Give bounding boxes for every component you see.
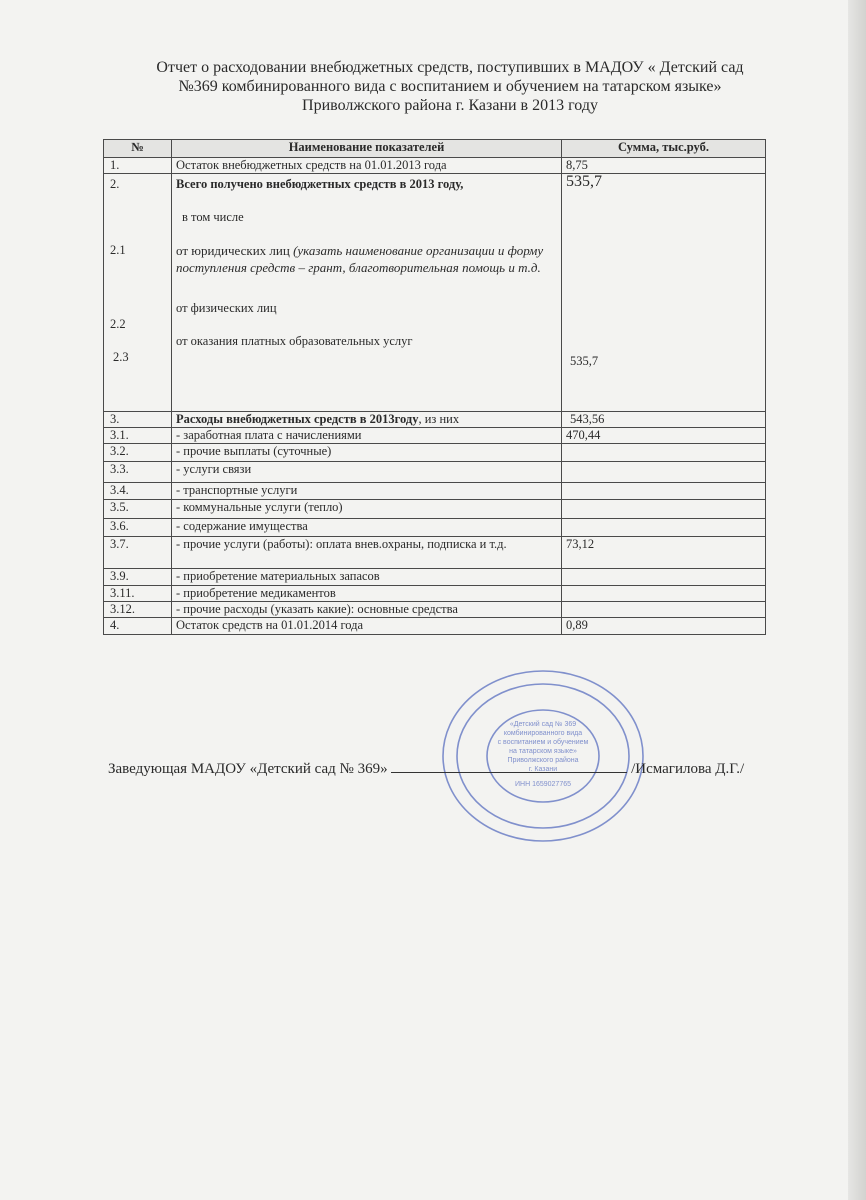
row-sum: 535,7 (566, 173, 602, 190)
table-row (104, 428, 766, 444)
title-line-2: №369 комбинированного вида с воспитанием и обучением на татарском языке» (178, 78, 722, 95)
row-sum (562, 519, 766, 537)
official-stamp (440, 668, 646, 844)
row-number: 2.1 (110, 243, 126, 257)
table-row (104, 462, 766, 483)
header-sum: Сумма, тыс.руб. (562, 140, 766, 158)
row-number: 4. (104, 618, 172, 635)
row-sum (562, 602, 766, 618)
row-sum: 543,56 (562, 412, 766, 428)
row-name (172, 412, 562, 428)
row-name: от физических лиц (176, 301, 277, 315)
signature-position: Заведующая МАДОУ «Детский сад № 369» (108, 761, 388, 777)
row-name-part: Расходы внебюджетных средств в 2013году (176, 412, 419, 426)
row-sum: 535,7 (570, 354, 599, 368)
row-name: от оказания платных образовательных услуг (176, 334, 413, 348)
stamp-line: комбинированного вида (503, 730, 583, 737)
table-header-row (104, 140, 766, 158)
row-number: 3.9. (104, 569, 172, 586)
stamp-line: «Детский сад № 369 (509, 721, 577, 728)
row-number-group (104, 174, 172, 412)
signature-name: /Исмагилова Д.Г./ (631, 761, 745, 777)
row-name: - коммунальные услуги (тепло) (172, 500, 562, 519)
table-row (104, 444, 766, 462)
stamp-line: Приволжского района (507, 757, 579, 764)
stamp-line: г. Казани (528, 766, 558, 773)
row-name (176, 242, 557, 276)
row-sum (562, 462, 766, 483)
row-name: - прочие выплаты (суточные) (172, 444, 562, 462)
stamp-line: на татарском языке» (509, 748, 577, 755)
row-number: 3.1. (104, 428, 172, 444)
signature-block (108, 760, 788, 778)
stamp-middle-ring (457, 684, 629, 828)
row-number: 2.3 (113, 350, 129, 364)
row-sum (562, 586, 766, 602)
row-number: 3.4. (104, 483, 172, 500)
header-name: Наименование показателей (172, 140, 562, 158)
row-name: - транспортные услуги (172, 483, 562, 500)
row-number: 3. (104, 412, 172, 428)
row-name: - услуги связи (172, 462, 562, 483)
row-name-group (172, 174, 562, 412)
table-row (104, 158, 766, 174)
table-row (104, 586, 766, 602)
row-name: - содержание имущества (172, 519, 562, 537)
row-sum: 470,44 (562, 428, 766, 444)
table-row (104, 412, 766, 428)
stamp-line: ИНН 1659027765 (514, 781, 572, 788)
title-line-3: Приволжского района г. Казани в 2013 году (302, 97, 598, 114)
row-sum (562, 483, 766, 500)
stamp-outer-ring (443, 671, 643, 841)
row-name: Остаток внебюджетных средств на 01.01.2013 года (172, 158, 562, 174)
table-row (104, 519, 766, 537)
table-row (104, 569, 766, 586)
table-row (104, 602, 766, 618)
row-sum (562, 444, 766, 462)
row-name: - приобретение материальных запасов (172, 569, 562, 586)
row-name: - заработная плата с начислениями (172, 428, 562, 444)
row-sum (562, 500, 766, 519)
row-sum-group (562, 174, 766, 412)
expense-report-table (103, 139, 766, 635)
table-row (104, 500, 766, 519)
row-sum: 0,89 (562, 618, 766, 635)
row-sum: 73,12 (562, 537, 766, 569)
row-number: 3.2. (104, 444, 172, 462)
table-row (104, 618, 766, 635)
signature-line (391, 760, 627, 773)
row-sum (562, 569, 766, 586)
row-name: - приобретение медикаментов (172, 586, 562, 602)
row-sum: 8,75 (562, 158, 766, 174)
scan-edge (848, 0, 866, 1200)
row-number: 3.5. (104, 500, 172, 519)
row-name: Остаток средств на 01.01.2014 года (172, 618, 562, 635)
row-number: 1. (104, 158, 172, 174)
report-title (100, 58, 800, 115)
table-row (104, 537, 766, 569)
title-line-1: Отчет о расходовании внебюджетных средств, поступивших в МАДОУ « Детский сад (156, 59, 744, 76)
row-number: 3.6. (104, 519, 172, 537)
table-row (104, 483, 766, 500)
row-name: - прочие услуги (работы): оплата внев.охраны, подписка и т.д. (172, 537, 562, 569)
row-name-part: , из них (418, 412, 460, 426)
table-row-received-group (104, 174, 766, 412)
row-number: 3.11. (104, 586, 172, 602)
row-number: 3.7. (104, 537, 172, 569)
stamp-line: с воспитанием и обучением (497, 739, 589, 746)
header-number: № (104, 140, 172, 158)
row-name: - прочие расходы (указать какие): основные средства (172, 602, 562, 618)
row-number: 3.12. (104, 602, 172, 618)
row-name-part: от юридических лиц (176, 243, 294, 258)
row-name: в том числе (182, 210, 244, 224)
row-number: 2. (110, 177, 120, 191)
row-name-part: (указать наименование организации и форму поступления средств – грант, благотворительная помощь и т.д. (176, 243, 544, 275)
row-name: Всего получено внебюджетных средств в 2013 году, (176, 177, 464, 191)
row-number: 2.2 (110, 317, 126, 331)
row-number: 3.3. (104, 462, 172, 483)
